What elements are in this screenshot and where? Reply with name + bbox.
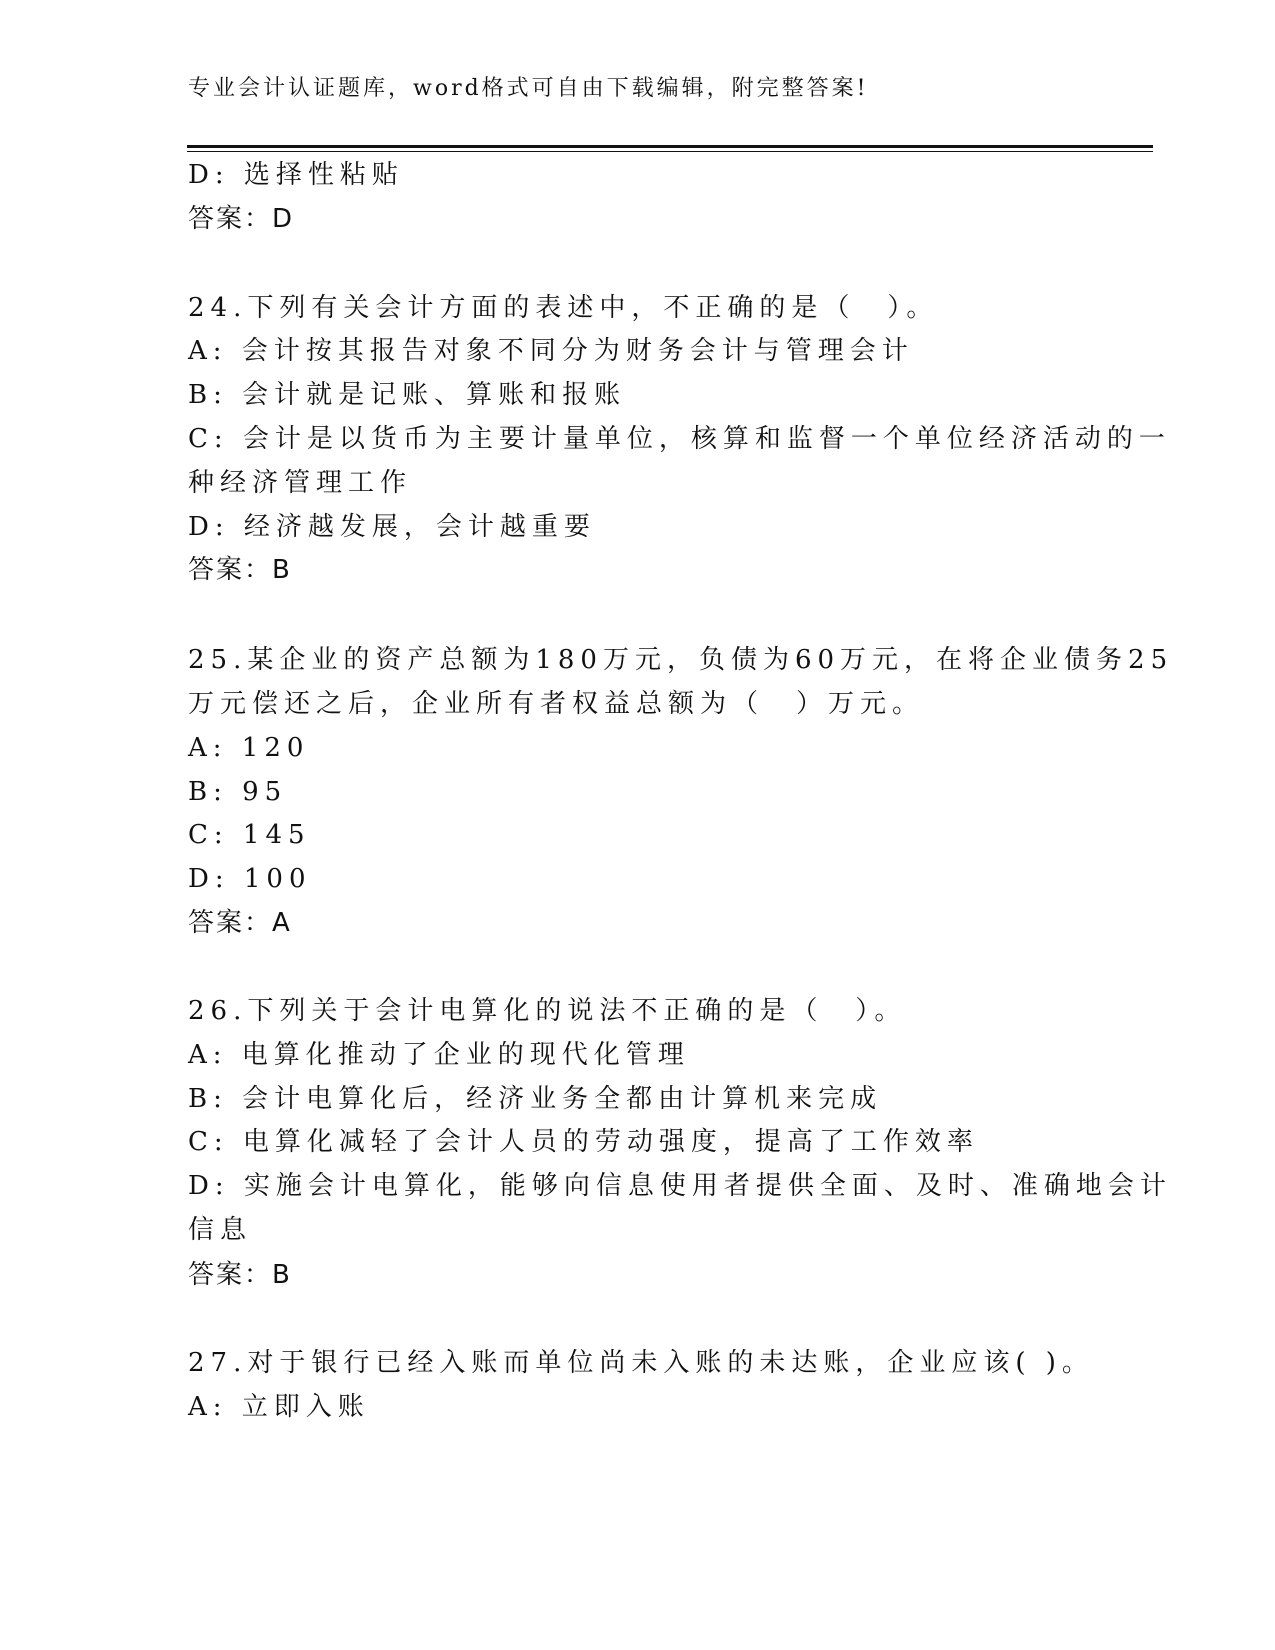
q25-option-d: D: 100 <box>188 864 312 894</box>
q25-answer: 答案：A <box>188 908 292 938</box>
q24-answer: 答案：B <box>188 555 292 585</box>
prev-option-d: D: 选择性粘贴 <box>188 160 404 190</box>
q24-option-c-cont: 种经济管理工作 <box>188 468 413 498</box>
q24-option-d: D: 经济越发展，会计越重要 <box>188 512 596 542</box>
q24-option-a: A: 会计按其报告对象不同分为财务会计与管理会计 <box>188 336 914 366</box>
q25-option-c: C: 145 <box>188 820 311 850</box>
q26-option-b: B: 会计电算化后，经济业务全都由计算机来完成 <box>188 1084 883 1114</box>
q26-answer: 答案：B <box>188 1260 292 1290</box>
q25-option-b: B: 95 <box>188 777 288 807</box>
q25-stem-line-1: 25.某企业的资产总额为180万元，负债为60万元，在将企业债务25 <box>188 645 1174 675</box>
prev-answer: 答案：D <box>188 204 295 234</box>
q27-stem: 27.对于银行已经入账而单位尚未入账的未达账，企业应该( )。 <box>188 1348 1094 1378</box>
q25-option-a: A: 120 <box>188 733 310 763</box>
q26-option-d-cont: 信息 <box>188 1215 253 1245</box>
q26-option-d: D: 实施会计电算化，能够向信息使用者提供全面、及时、准确地会计 <box>188 1171 1172 1201</box>
q24-option-c: C: 会计是以货币为主要计量单位，核算和监督一个单位经济活动的一 <box>188 424 1171 454</box>
header-divider-thick <box>187 145 1153 148</box>
page-header: 专业会计认证题库，word格式可自由下载编辑，附完整答案! <box>188 76 869 101</box>
q27-option-a: A: 立即入账 <box>188 1392 370 1422</box>
q25-stem-line-2: 万元偿还之后，企业所有者权益总额为（ ）万元。 <box>188 689 925 719</box>
q24-stem: 24.下列有关会计方面的表述中，不正确的是（ ）。 <box>188 293 939 323</box>
header-divider-thin <box>187 151 1153 152</box>
q26-option-a: A: 电算化推动了企业的现代化管理 <box>188 1040 690 1070</box>
q26-stem: 26.下列关于会计电算化的说法不正确的是（ ）。 <box>188 996 907 1026</box>
q24-option-b: B: 会计就是记账、算账和报账 <box>188 380 627 410</box>
q26-option-c: C: 电算化减轻了会计人员的劳动强度，提高了工作效率 <box>188 1127 979 1157</box>
